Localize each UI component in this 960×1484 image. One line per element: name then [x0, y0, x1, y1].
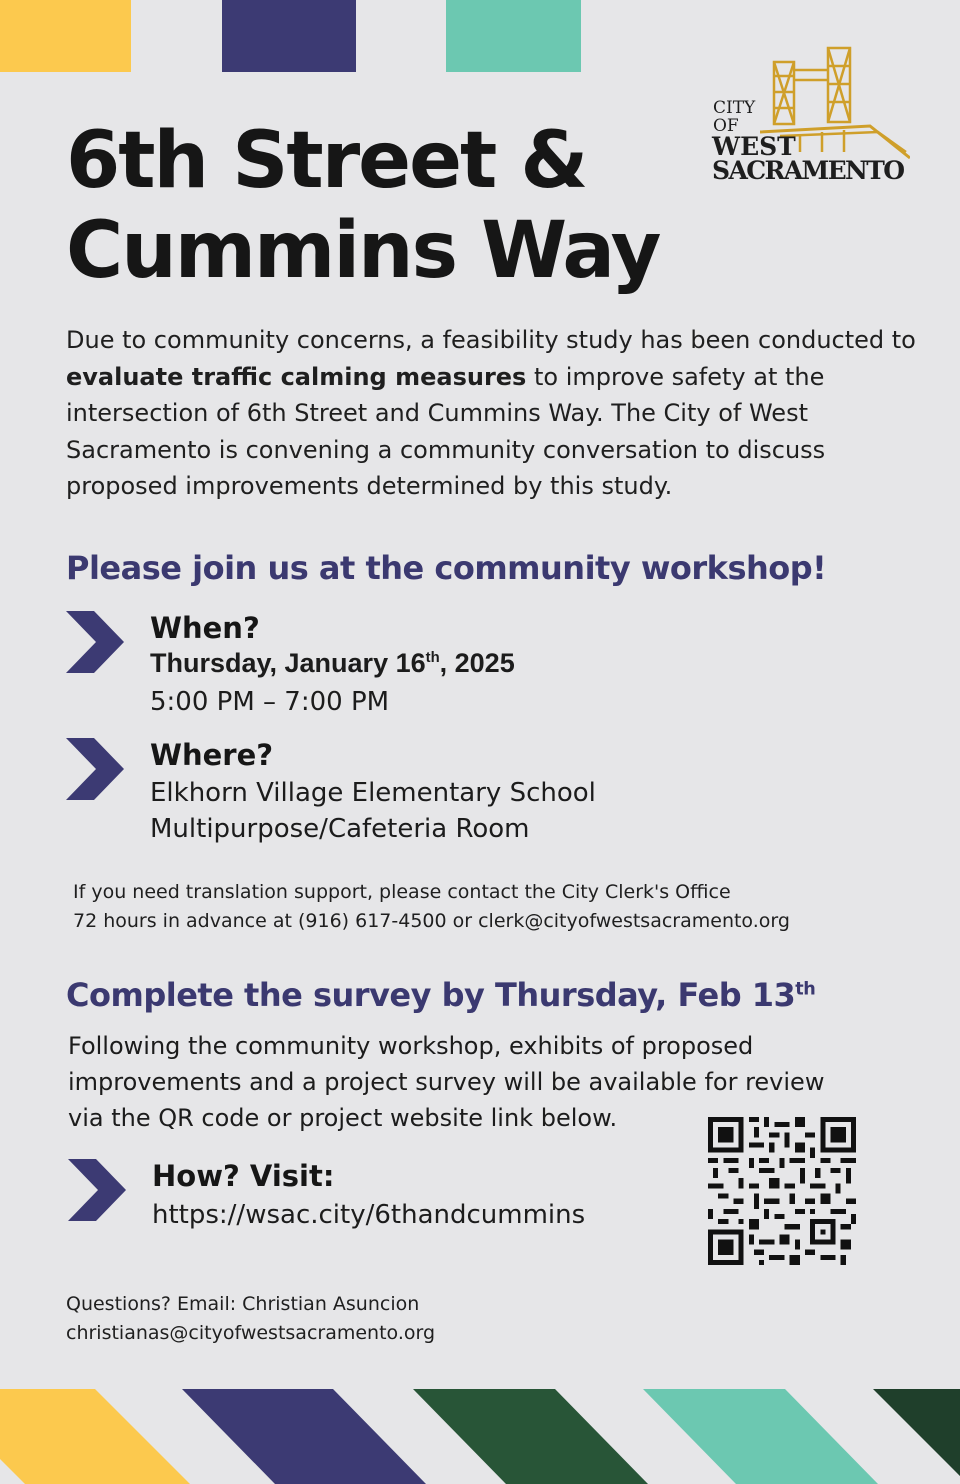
venue-line-1: Elkhorn Village Elementary School	[150, 778, 596, 808]
translation-line-2: 72 hours in advance at (916) 617-4500 or clerk@cityofwestsacramento.org	[73, 910, 790, 932]
chevron-right-icon	[66, 738, 126, 800]
bottom-stripes	[0, 1389, 960, 1484]
date-year: , 2025	[439, 648, 515, 678]
where-label: Where?	[150, 738, 274, 772]
logo-sacramento: SACRAMENTO	[712, 156, 904, 185]
logo-of: OF	[713, 116, 739, 136]
survey-heading-superscript: th	[795, 979, 816, 1000]
workshop-date	[150, 648, 515, 679]
page-title-line-2: Cummins Way	[66, 206, 660, 296]
project-website-link[interactable]: https://wsac.city/6thandcummins	[152, 1200, 586, 1230]
logo-west: WEST	[712, 132, 796, 161]
intro-text-2: to improve safety at the intersection of 6th Street and Cummins Way. The City of West Sacramento is convening a community conversation to discuss proposed improvements determined by this study.	[66, 362, 826, 500]
questions-text: Questions? Email: Christian Asuncion	[66, 1293, 420, 1315]
intro-bold-text: evaluate traffic calming measures	[66, 362, 527, 391]
survey-heading-text: Complete the survey by Thursday, Feb 13	[66, 976, 796, 1014]
translation-line-1: If you need translation support, please contact the City Clerk's Office	[73, 881, 731, 903]
city-logo	[700, 40, 910, 190]
survey-line-2: improvements and a project survey will be available for review	[68, 1068, 825, 1096]
contact-email[interactable]: christianas@cityofwestsacramento.org	[66, 1322, 436, 1344]
survey-line-1: Following the community workshop, exhibits of proposed	[68, 1032, 754, 1060]
survey-heading	[66, 976, 815, 1014]
qr-code-icon[interactable]	[708, 1117, 856, 1265]
workshop-time: 5:00 PM – 7:00 PM	[150, 687, 390, 717]
chevron-right-icon	[66, 611, 126, 673]
workshop-heading: Please join us at the community workshop!	[66, 549, 827, 587]
survey-line-3: via the QR code or project website link below.	[68, 1104, 618, 1132]
top-block-purple	[222, 0, 356, 72]
top-block-yellow	[0, 0, 131, 72]
logo-city: CITY	[713, 98, 756, 118]
chevron-right-icon	[68, 1159, 128, 1221]
how-label: How? Visit:	[152, 1159, 335, 1193]
intro-paragraph	[66, 322, 916, 505]
page-title-line-1: 6th Street &	[66, 116, 587, 206]
date-text: Thursday, January 16	[150, 648, 426, 678]
date-superscript: th	[425, 650, 440, 666]
top-block-teal	[446, 0, 581, 72]
when-label: When?	[150, 611, 260, 645]
intro-text-1: Due to community concerns, a feasibility study has been conducted to	[66, 326, 916, 354]
venue-line-2: Multipurpose/Cafeteria Room	[150, 814, 530, 844]
